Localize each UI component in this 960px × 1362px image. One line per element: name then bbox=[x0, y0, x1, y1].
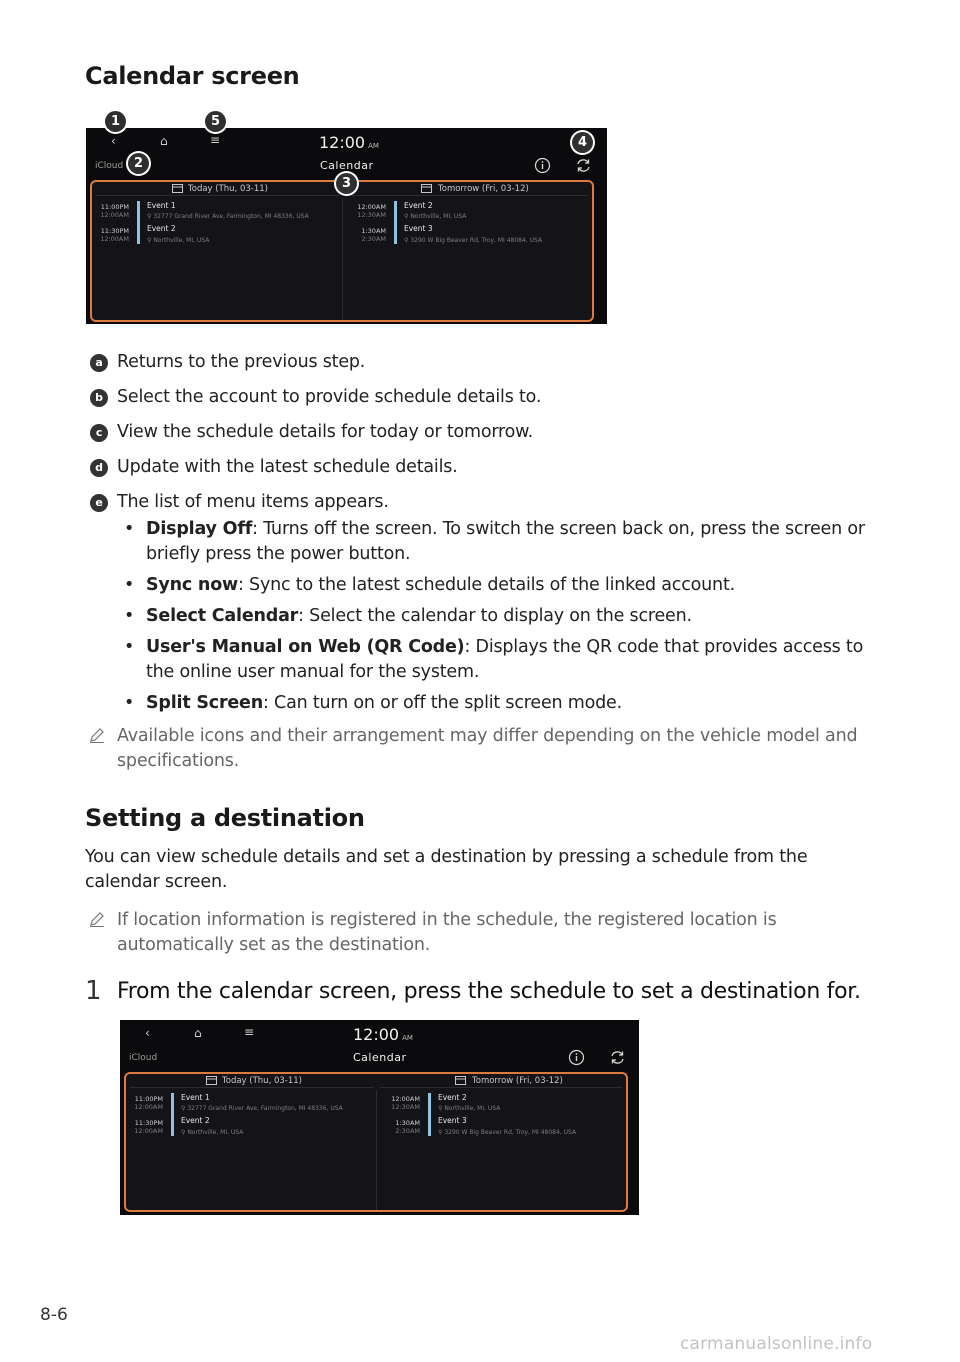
event-name[interactable]: Event 2 bbox=[181, 1116, 210, 1125]
section-title: Calendar screen bbox=[85, 62, 300, 90]
body-text: You can view schedule details and set a destination by pressing a schedule from the calendar screen. bbox=[85, 847, 808, 892]
back-icon[interactable]: ‹ bbox=[111, 134, 116, 148]
event-time: 11:00PM 12:00AM bbox=[134, 1095, 163, 1111]
event-location: ⚲ 3290 W Big Beaver Rd, Troy, MI 48084, USA bbox=[438, 1129, 577, 1136]
note: Available icons and their arrangement may differ depending on the vehicle model and specifications. bbox=[86, 724, 886, 774]
menu-item: • User's Manual on Web (QR Code): Displays the QR code that provides access to the online user manual for the system. bbox=[115, 635, 886, 685]
menu-item: • Display Off: Turns off the screen. To switch the screen back on, press the screen or briefly press the power button. bbox=[115, 517, 886, 567]
event-time: 12:00AM 12:30AM bbox=[357, 203, 386, 219]
marker-3: 3 bbox=[336, 173, 357, 194]
step-number: 1 bbox=[85, 976, 102, 1006]
menu-icon[interactable]: ≡ bbox=[210, 133, 221, 147]
callout-list bbox=[86, 350, 886, 774]
section-title: Setting a destination bbox=[85, 804, 365, 832]
watermark: carmanualsonline.info bbox=[680, 1334, 873, 1354]
note-pencil-icon bbox=[88, 910, 106, 928]
callout-item: c View the schedule details for today or tomorrow. bbox=[86, 420, 886, 445]
event-time: 1:30AM 2:30AM bbox=[361, 227, 386, 243]
event-location: ⚲ Northville, MI, USA bbox=[404, 213, 467, 220]
event-location: ⚲ Northville, MI, USA bbox=[181, 1129, 244, 1136]
step-text: From the calendar screen, press the schedule to set a destination for. bbox=[117, 979, 861, 1004]
back-icon[interactable]: ‹ bbox=[145, 1026, 150, 1040]
sync-icon[interactable] bbox=[609, 1049, 626, 1066]
event-time: 1:30AM 2:30AM bbox=[395, 1119, 420, 1135]
event-name[interactable]: Event 3 bbox=[404, 224, 433, 233]
note: If location information is registered in the schedule, the registered location is automatically set as the destination. bbox=[86, 908, 886, 958]
event-time: 12:00AM 12:30AM bbox=[391, 1095, 420, 1111]
callout-item: e The list of menu items appears. bbox=[86, 490, 886, 515]
event-name[interactable]: Event 2 bbox=[438, 1093, 467, 1102]
sync-icon[interactable] bbox=[575, 157, 592, 174]
event-name[interactable]: Event 2 bbox=[404, 201, 433, 210]
event-location: ⚲ Northville, MI, USA bbox=[438, 1105, 501, 1112]
event-name[interactable]: Event 1 bbox=[181, 1093, 210, 1102]
tomorrow-header: Tomorrow (Fri, 03-12) bbox=[438, 184, 529, 194]
note-pencil-icon bbox=[88, 726, 106, 744]
event-time: 11:30PM 12:00AM bbox=[134, 1119, 163, 1135]
event-name[interactable]: Event 3 bbox=[438, 1116, 467, 1125]
today-header: Today (Thu, 03-11) bbox=[188, 184, 268, 194]
tomorrow-header: Tomorrow (Fri, 03-12) bbox=[472, 1076, 563, 1086]
page-number: 8-6 bbox=[40, 1305, 68, 1325]
clock: 12:00 AM bbox=[319, 133, 379, 152]
callout-item: a Returns to the previous step. bbox=[86, 350, 886, 375]
menu-item-list bbox=[86, 517, 886, 716]
screen-title: Calendar bbox=[320, 159, 374, 172]
callout-item: d Update with the latest schedule details. bbox=[86, 455, 886, 480]
marker-1: 1 bbox=[105, 111, 126, 132]
event-name[interactable]: Event 2 bbox=[147, 224, 176, 233]
event-location: ⚲ 32777 Grand River Ave, Farmington, MI 48336, USA bbox=[147, 213, 309, 220]
calendar-icon bbox=[455, 1075, 466, 1085]
calendar-icon bbox=[172, 183, 183, 193]
account-label[interactable]: iCloud bbox=[95, 161, 124, 171]
clock: 12:00 AM bbox=[353, 1025, 413, 1044]
callout-item: b Select the account to provide schedule details to. bbox=[86, 385, 886, 410]
marker-5: 5 bbox=[205, 111, 226, 132]
account-label[interactable]: iCloud bbox=[129, 1053, 158, 1063]
menu-item: • Select Calendar: Select the calendar to display on the screen. bbox=[115, 604, 886, 629]
screen-title: Calendar bbox=[353, 1051, 407, 1064]
event-location: ⚲ Northville, MI, USA bbox=[147, 237, 210, 244]
today-header: Today (Thu, 03-11) bbox=[222, 1076, 302, 1086]
marker-4: 4 bbox=[572, 132, 593, 153]
home-icon[interactable]: ⌂ bbox=[160, 134, 168, 148]
menu-icon[interactable]: ≡ bbox=[244, 1025, 255, 1039]
event-time: 11:00PM 12:00AM bbox=[100, 203, 129, 219]
calendar-screen-image bbox=[86, 128, 607, 324]
marker-2: 2 bbox=[128, 153, 149, 174]
info-icon[interactable] bbox=[568, 1049, 585, 1066]
event-location: ⚲ 3290 W Big Beaver Rd, Troy, MI 48084, USA bbox=[404, 237, 543, 244]
menu-item: • Sync now: Sync to the latest schedule details of the linked account. bbox=[115, 573, 886, 598]
event-name[interactable]: Event 1 bbox=[147, 201, 176, 210]
calendar-icon bbox=[421, 183, 432, 193]
calendar-icon bbox=[206, 1075, 217, 1085]
calendar-screen-image-2 bbox=[120, 1020, 639, 1215]
info-icon[interactable] bbox=[534, 157, 551, 174]
home-icon[interactable]: ⌂ bbox=[194, 1026, 202, 1040]
event-location: ⚲ 32777 Grand River Ave, Farmington, MI 48336, USA bbox=[181, 1105, 343, 1112]
menu-item: • Split Screen: Can turn on or off the split screen mode. bbox=[115, 691, 886, 716]
event-time: 11:30PM 12:00AM bbox=[100, 227, 129, 243]
